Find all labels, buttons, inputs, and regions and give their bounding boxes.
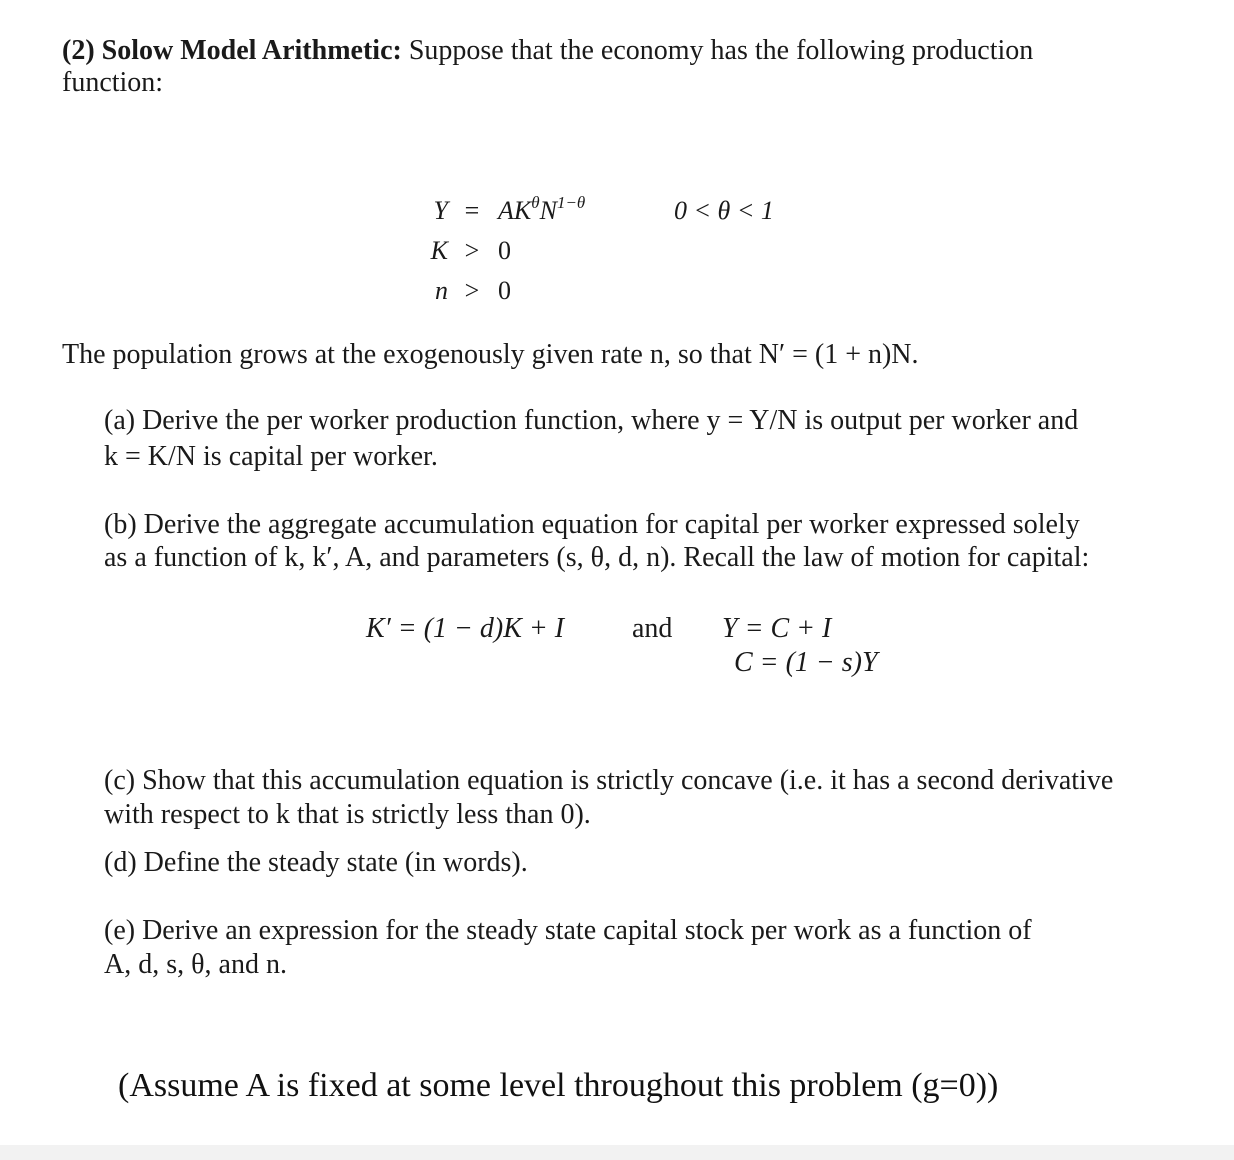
equation-row-growth (408, 276, 608, 306)
eq-theta-condition: 0 < θ < 1 (674, 196, 774, 225)
law-of-motion-and: and (632, 613, 673, 644)
problem-heading: (2) Solow Model Arithmetic: (62, 35, 402, 66)
law-of-motion-output: Y = C + I (722, 613, 832, 644)
eq-output-op: = (464, 196, 480, 225)
eq-capital-lhs: K (430, 236, 448, 265)
assumption-note: (Assume A is fixed at some level throughout this problem (g=0)) (118, 1067, 999, 1104)
part-c-line1: (c) Show that this accumulation equation is strictly concave (i.e. it has a second derivative (104, 765, 1114, 796)
part-d-line1: (d) Define the steady state (in words). (104, 847, 528, 878)
eq-output-lhs: Y (433, 196, 448, 225)
part-e-line1: (e) Derive an expression for the steady state capital stock per work as a function of (104, 915, 1032, 946)
part-b-line2: as a function of k, k′, A, and parameters (s, θ, d, n). Recall the law of motion for capital: (104, 542, 1090, 573)
part-c-line2: with respect to k that is strictly less than 0). (104, 799, 591, 830)
part-b-line1: (b) Derive the aggregate accumulation equation for capital per worker expressed solely (104, 509, 1080, 540)
law-of-motion-capital: K′ = (1 − d)K + I (366, 613, 565, 644)
eq-growth-lhs: n (435, 276, 448, 305)
problem-intro-text: Suppose that the economy has the following production (408, 35, 1034, 66)
eq-capital-rhs: 0 (498, 236, 511, 265)
problem-intro-line1 (62, 34, 1033, 68)
problem-intro-line2: function: (62, 67, 164, 98)
bottom-edge-strip (0, 1145, 1234, 1160)
eq-capital-op: > (464, 236, 480, 265)
part-a-line1: (a) Derive the per worker production function, where y = Y/N is output per worker and (104, 405, 1079, 436)
law-of-motion-consumption: C = (1 − s)Y (734, 647, 878, 678)
eq-output-rhs: $AK^\theta N^{1-\theta}$ (498, 193, 586, 225)
equation-row-capital (408, 236, 608, 266)
part-a-line2: k = K/N is capital per worker. (104, 441, 438, 472)
part-e-line2: A, d, s, θ, and n. (104, 949, 287, 980)
population-sentence: The population grows at the exogenously given rate n, so that N′ = (1 + n)N. (62, 339, 919, 370)
eq-growth-rhs: 0 (498, 276, 511, 305)
eq-growth-op: > (464, 276, 480, 305)
equation-row-output (408, 193, 828, 226)
